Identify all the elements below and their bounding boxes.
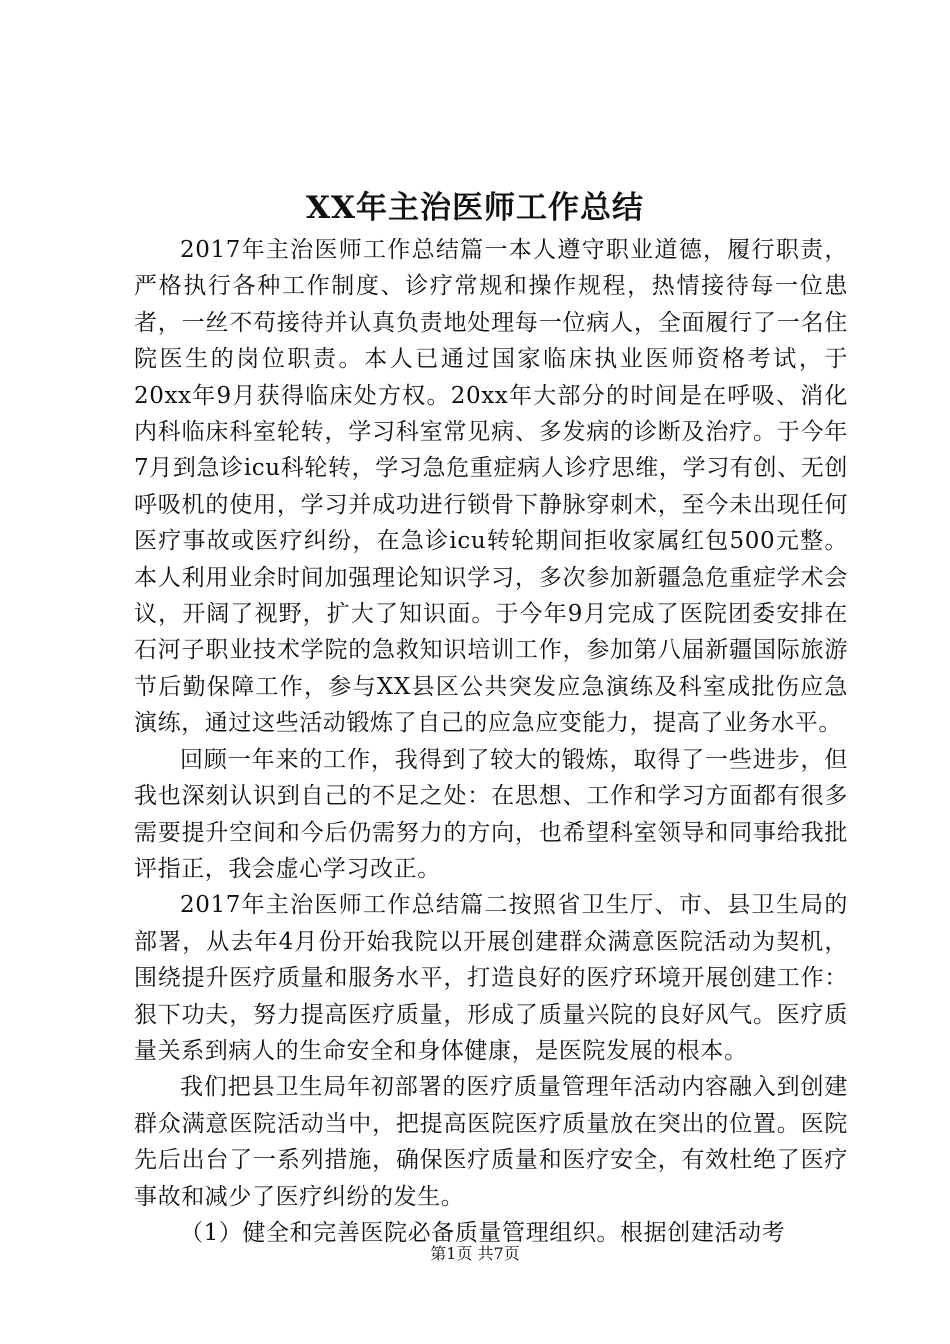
paragraph-3: 2017年主治医师工作总结篇二按照省卫生厅、市、县卫生局的部署，从去年4月份开始我院以开展创建群众满意医院活动为契机，围绕提升医疗质量和服务水平，打造良好的医疗环境开展创建工作：狠下功夫，努力提高医疗质量，形成了质量兴院的良好风气。医疗质量关系到病人的生命安全和身体健康，是医院发展的根本。: [134, 892, 848, 1064]
page-number-footer: 第1页 共7页: [430, 1244, 520, 1263]
document-body: [134, 232, 848, 1251]
paragraph-5: （1）健全和完善医院必备质量管理组织。根据创建活动考: [180, 1219, 786, 1246]
document-title: XX年主治医师工作总结: [305, 190, 645, 226]
paragraph-4: 我们把县卫生局年初部署的医疗质量管理年活动内容融入到创建群众满意医院活动当中，把提高医院医疗质量放在突出的位置。医院先后出台了一系列措施，确保医疗质量和医疗安全，有效杜绝了医疗事故和减少了医疗纠纷的发生。: [134, 1074, 848, 1210]
paragraph-1: 2017年主治医师工作总结篇一本人遵守职业道德，履行职责，严格执行各种工作制度、诊疗常规和操作规程，热情接待每一位患者，一丝不苟接待并认真负责地处理每一位病人，全面履行了一名住院医生的岗位职责。本人已通过国家临床执业医师资格考试，于20xx年9月获得临床处方权。20xx年大部分的时间是在呼吸、消化内科临床科室轮转，学习科室常见病、多发病的诊断及治疗。于今年7月到急诊icu科轮转，学习急危重症病人诊疗思维，学习有创、无创呼吸机的使用，学习并成功进行锁骨下静脉穿刺术，至今未出现任何医疗事故或医疗纠纷，在急诊icu转轮期间拒收家属红包500元整。本人利用业余时间加强理论知识学习，多次参加新疆急危重症学术会议，开阔了视野，扩大了知识面。于今年9月完成了医院团委安排在石河子职业技术学院的急救知识培训工作，参加第八届新疆国际旅游节后勤保障工作，参与XX县区公共突发应急演练及科室成批伤应急演练，通过这些活动锻炼了自己的应急应变能力，提高了业务水平。: [134, 237, 848, 737]
paragraph-2: 回顾一年来的工作，我得到了较大的锻炼，取得了一些进步，但我也深刻认识到自己的不足之处：在思想、工作和学习方面都有很多需要提升空间和今后仍需努力的方向，也希望科室领导和同事给我批评指正，我会虚心学习改正。: [134, 746, 848, 882]
